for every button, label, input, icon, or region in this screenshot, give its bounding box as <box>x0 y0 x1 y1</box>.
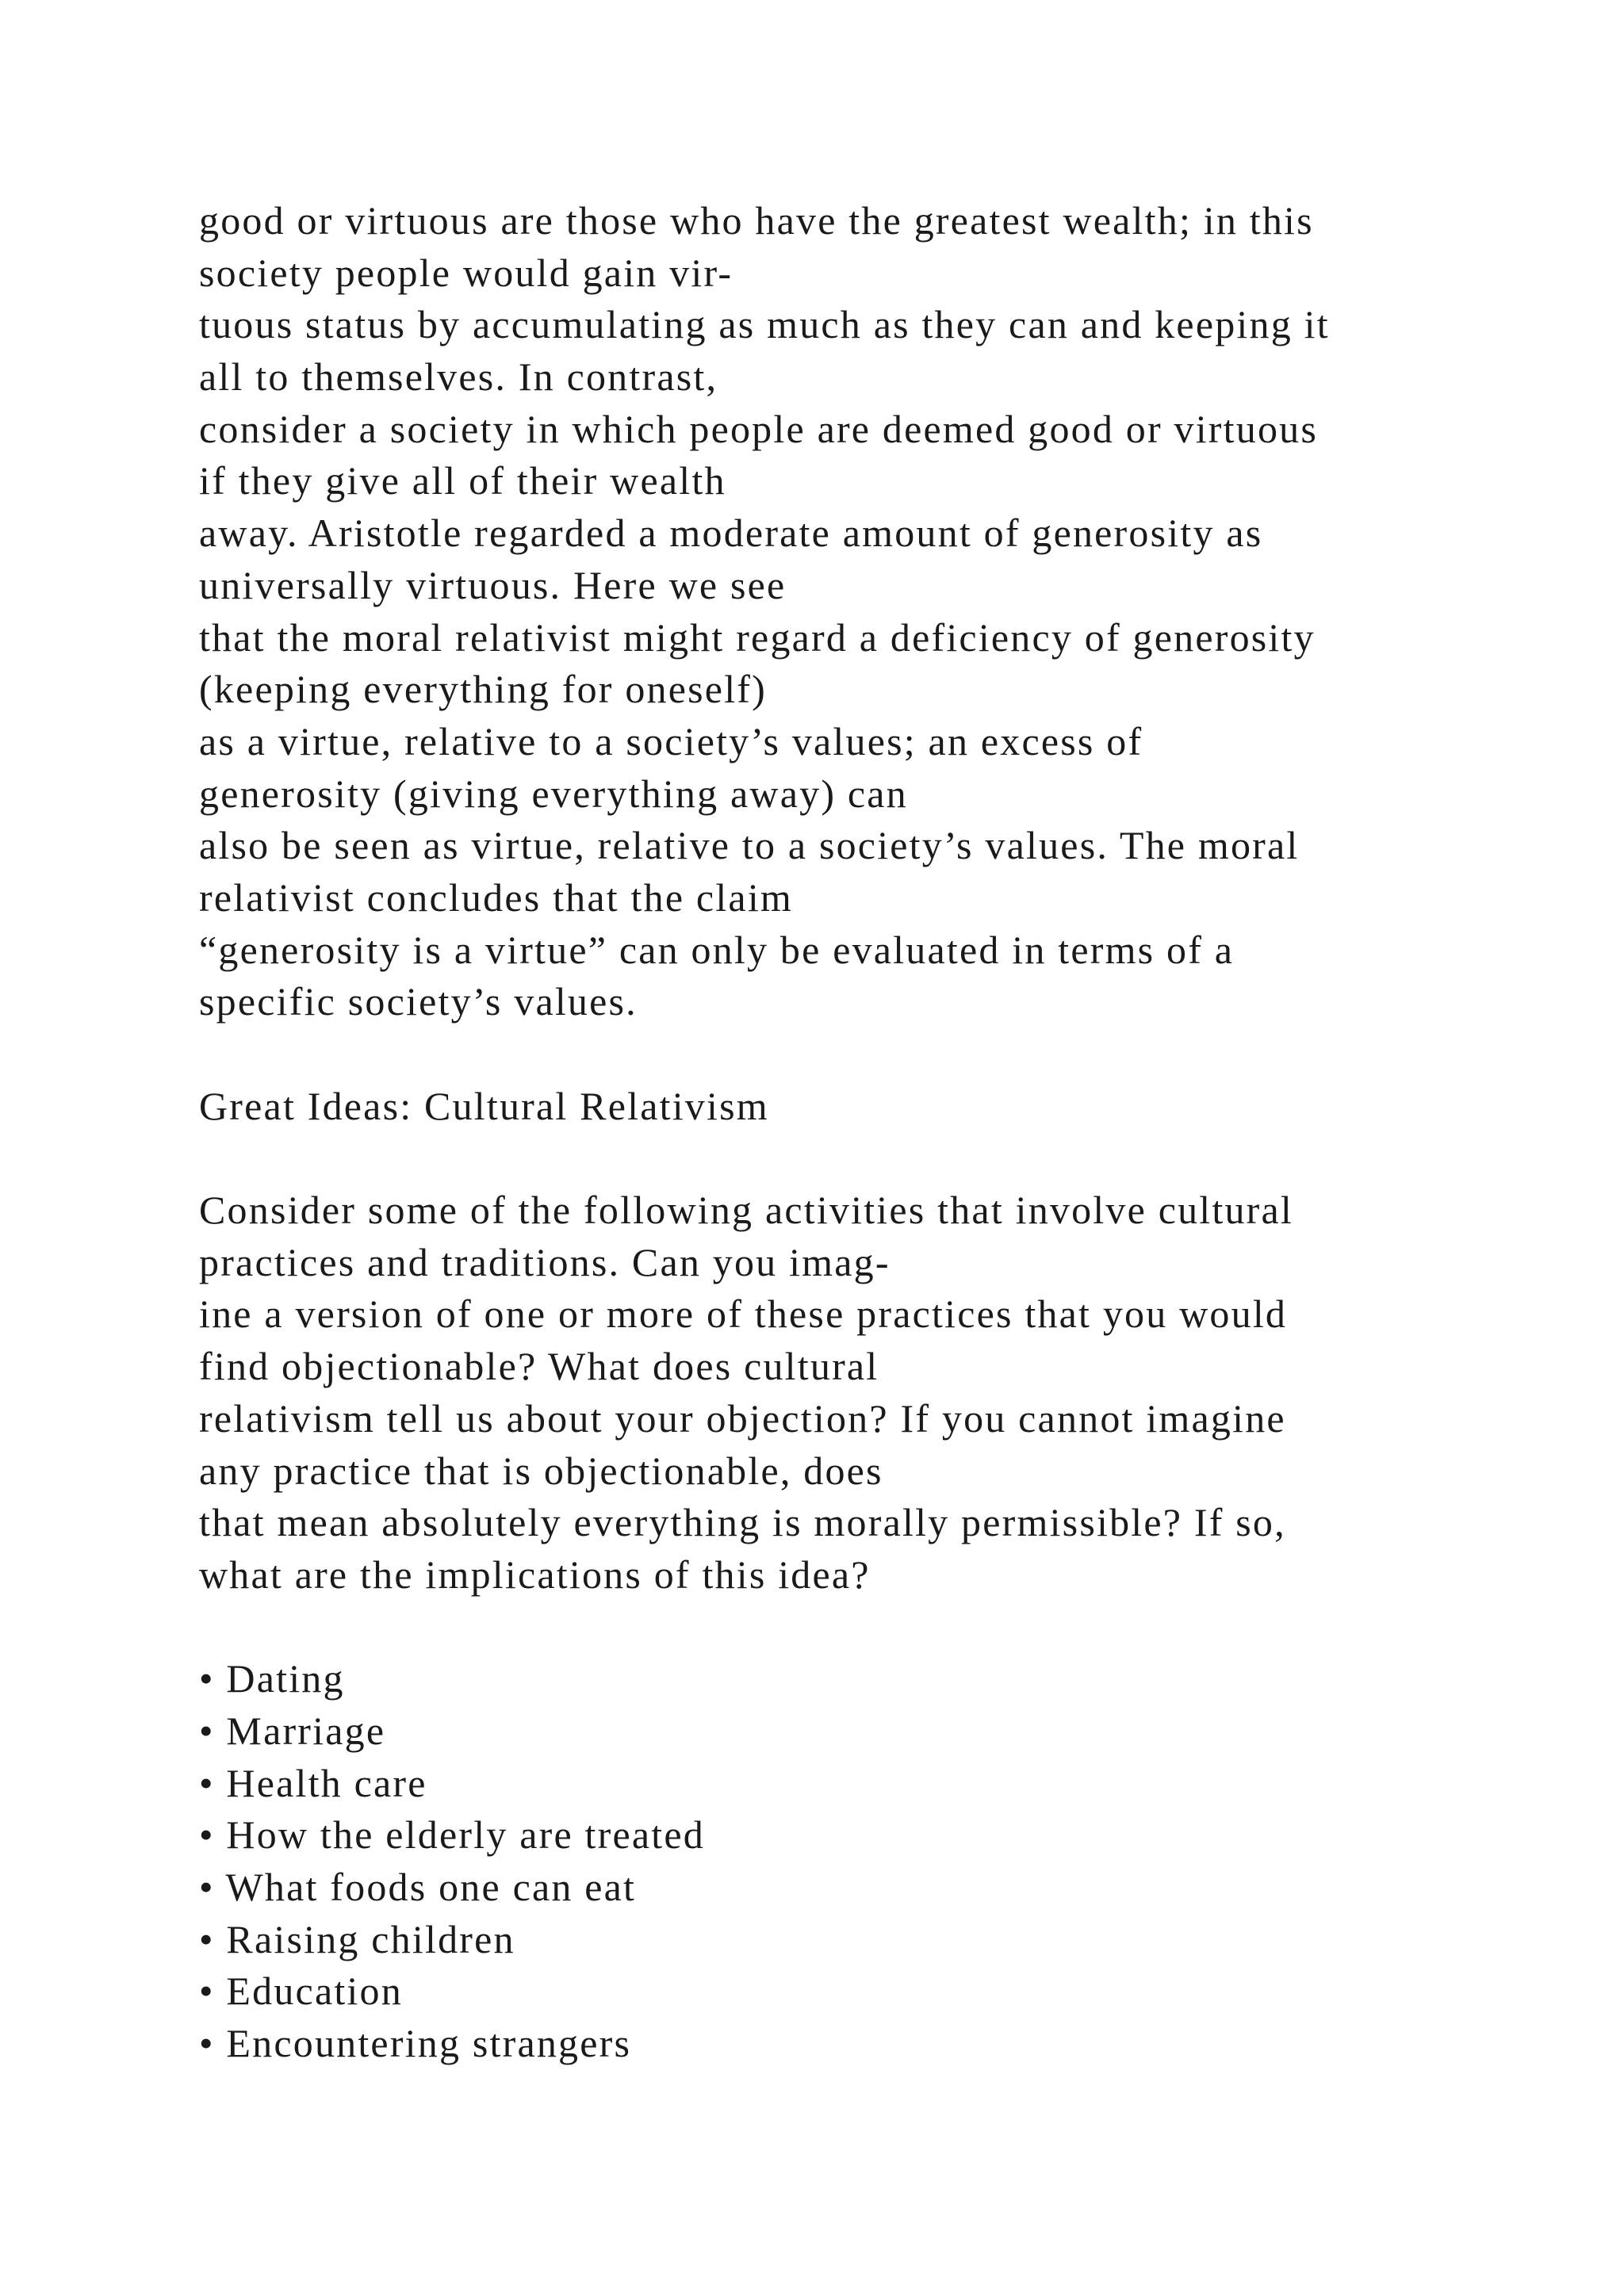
text-line: relativism tell us about your objection? If you cannot imagine <box>199 1395 1286 1441</box>
text-line: Consider some of the following activities that involve cultural <box>199 1188 1294 1233</box>
text-line: also be seen as virtue, relative to a society’s values. The moral <box>199 823 1300 868</box>
spacer <box>199 1028 1468 1081</box>
text-line: away. Aristotle regarded a moderate amount of generosity as <box>199 511 1263 556</box>
list-item: • What foods one can eat <box>199 1865 637 1909</box>
text-line: if they give all of their wealth <box>199 458 726 503</box>
text-line: universally virtuous. Here we see <box>199 562 787 607</box>
spacer <box>199 1601 1468 1654</box>
paragraph-moral-relativism <box>199 195 1468 1028</box>
text-line: society people would gain vir- <box>199 250 733 295</box>
list-item: • Health care <box>199 1760 427 1805</box>
list-item: • How the elderly are treated <box>199 1812 705 1858</box>
document-page <box>199 195 1468 2070</box>
text-line: relativist concludes that the claim <box>199 874 793 920</box>
text-line: “generosity is a virtue” can only be evaluated in terms of a <box>199 927 1235 972</box>
list-item: • Raising children <box>199 1916 515 1961</box>
text-line: tuous status by accumulating as much as they can and keeping it <box>199 302 1330 347</box>
text-line: ine a version of one or more of these practices that you would <box>199 1292 1288 1337</box>
text-line: all to themselves. In contrast, <box>199 354 718 400</box>
text-line: specific society’s values. <box>199 979 638 1024</box>
text-line: good or virtuous are those who have the greatest wealth; in this <box>199 198 1314 243</box>
text-line: that mean absolutely everything is morally permissible? If so, <box>199 1500 1286 1545</box>
spacer <box>199 1132 1468 1184</box>
list-item: • Encountering strangers <box>199 2021 632 2066</box>
paragraph-cultural-practices <box>199 1184 1468 1601</box>
text-line: find objectionable? What does cultural <box>199 1344 879 1389</box>
text-line: practices and traditions. Can you imag- <box>199 1239 891 1284</box>
text-line: what are the implications of this idea? <box>199 1552 871 1597</box>
text-line: that the moral relativist might regard a deficiency of generosity <box>199 614 1316 660</box>
bullet-list <box>199 1653 1468 2070</box>
text-line: as a virtue, relative to a society’s values; an excess of <box>199 718 1143 763</box>
section-heading: Great Ideas: Cultural Relativism <box>199 1083 769 1128</box>
list-item: • Education <box>199 1969 403 2014</box>
text-line: consider a society in which people are deemed good or virtuous <box>199 406 1319 451</box>
list-item: • Marriage <box>199 1708 386 1753</box>
text-line: generosity (giving everything away) can <box>199 771 908 816</box>
text-line: (keeping everything for oneself) <box>199 667 767 712</box>
text-line: any practice that is objectionable, does <box>199 1448 883 1493</box>
list-item: • Dating <box>199 1656 345 1701</box>
